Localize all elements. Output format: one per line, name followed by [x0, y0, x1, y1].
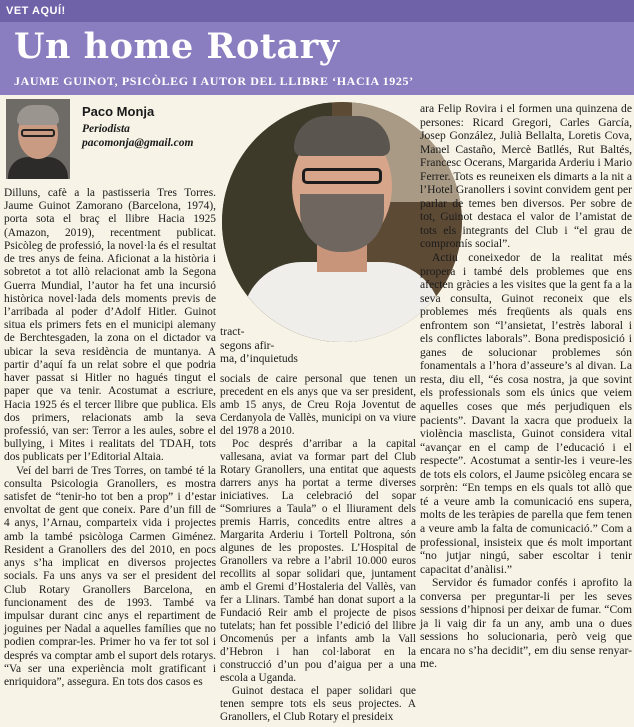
paragraph: Actiu coneixedor de la realitat més propera i també dels problemes que ens afecten gràcies a les visites que la gent fa a la seva consulta, Guinot reconeix que els problemes més freqüents als quals ens enfrontem son “l’ansietat, l’estrès laboral i els conflictes laborals”. Bona predisposició i ganes de solucionar problemes són fonamentals a l’hora d’asseure’s al divan. La resta, diu ell, “és cosa nostra, ja que sovint els professionals som els únics que veiem aquelles coses que més perjudiquen els pacients”. Davant la xacra que produeix la violència masclista, Guinot considera vital “avançar en el camp de l’educació i el respecte”. Acostumat a sentir-les i veure-les de tots els colors, el Jaume psicòleg encara se sorprèn: “En temps en els quals tot allò que té a veure amb la comunicació ens supera, molts de les teràpies de parella que fem tenen a veure amb la falta de comunicació.” Com a professional, insisteix que és molt important “no jutjar ningú, saber escoltar i tenir capacitat d’anàlisi.” — [420, 251, 632, 576]
author-box — [4, 99, 224, 181]
article-subtitle: JAUME GUINOT, PSICÒLEG I AUTOR DEL LLIBRE ‘HACIA 1925’ — [14, 74, 414, 88]
author-role: Periodista — [82, 123, 130, 135]
paragraph: Poc després d’arribar a la capital vallesana, aviat va formar part del Club Rotary Granollers, una entitat que aquests darrers anys ha portat a terme diverses iniciatives. La celebració del sopar “Somriures a Taula” o el lliurament dels premis Harris, concedits entre altres a Margarita Arderiu i Tortell Poltrona, són algunes de les propostes. L’Hospital de Granollers va rebre a l’abril 10.000 euros recollits al sopar solidari que, juntament amb el Gremi d’Hostaleria del Vallès, van fer a Llinars. També han donat suport a la Fundació Reir amb el projecte de pisos tutelats; han fet possible l’edició del llibre Oncomenús per a infants amb la Vall d’Hebron i han col·laborat en la construcció d’un pou d’aigua per a una escola a Uganda. — [220, 437, 416, 684]
paragraph: socials de caire personal que tenen un precedent en els anys que va ser president, amb 15 anys, de Creu Roja Joventut de Cerdanyola de Vallès, municipi on va viure del 1978 a 2010. — [220, 373, 416, 437]
author-email[interactable]: pacomonja@gmail.com — [82, 137, 194, 149]
paragraph: Veí del barri de Tres Torres, on també té la consulta Psicologia Granollers, es mostra satisfet de “tenir-ho tot ben a prop” i d’estar envoltat de gent que coneix. Pare d’un fill de 4 anys, l’Arnau, comparteix vida i projectes amb la també psicòloga Carmen Giménez. Resident a Granollers des del 2010, en pocs anys s’ha implicat en diversos projectes socials. Fa uns anys va ser el president del Club Rotary Granollers Barcelona, en funcionament des de 1993. També va impulsar durant cinc anys el repartiment de joguines per Nadal a aquelles famílies que no podien comprar-les. Primer ho va fer tot sol i després va comptar amb el suport dels rotarys. “Va ser una experiència molt gratificant i enriquidora”, assegura. En tots dos casos es — [4, 464, 216, 689]
header-banner — [0, 0, 634, 95]
paragraph: Dilluns, cafè a la pastisseria Tres Torres. Jaume Guinot Zamorano (Barcelona, 1974), porta sota el braç el llibre Hacia 1925 (Amazon, 2019), recentment publicat. Psicòleg de professió, la novel·la és el resultat de tres anys de feina. Aficionat a la història i sobretot a tot allò relacionat amb la Segona Guerra Mundial, l’autor ha fet una incursió històrica novel·lada dels moments previs de l’arribada al poder d’Adolf Hitler. Guinot situa els primers fets en el municipi alemany de Berchtesgaden, la zona on el dictador va ubicar la seva residència de muntanya. A partir d’aquí fa un relat sobre el que podria haver passat si Hitler no hagués tingut el paper que va tenir. Acostumat a escriure, Hacia 1925 és el tercer llibre que publica. Els dos primers, relacionats amb la seva professió, van ser: Terror a les aules, sobre el bullying, i Mites i realitats del TDAH, tots dos publicats per l’Editorial Altaia. — [4, 187, 216, 464]
text-fragment: ma, d’inquietuds — [220, 352, 298, 366]
paragraph: Guinot destaca el paper solidari que tenen sempre tots els seus projectes. A Granollers, el Club Rotary el presideix — [220, 684, 416, 723]
kicker-strip — [0, 0, 634, 22]
article-title: Un home Rotary — [14, 26, 340, 67]
author-name: Paco Monja — [82, 104, 155, 119]
wrap-fragments — [220, 325, 310, 366]
column-1 — [4, 187, 216, 689]
paragraph: ara Felip Rovira i el formen una quinzena de persones: Ricard Gregori, Carles García, Josep González, Julià Bellalta, Loretis Cova, Manel Castaño, Mercè Batllés, Rut Baltés, Francesc Ocerans, Margarida Arderiu i Mario Ferrer. Tots es reuneixen els dimarts a la nit a l’Hotel Granollers i sovint convidem gent per parlar de temes ben diversos. Per sobre de tot, Guinot destaca el valor de l’amistat de tots els integrants del Club i “el grau de compromís social”. — [420, 102, 632, 251]
section-kicker: VET AQUÍ! — [6, 5, 66, 17]
author-avatar — [6, 99, 70, 179]
paragraph: Servidor és fumador confés i aprofito la conversa per preguntar-li per les seves sessions d’hipnosi per deixar de fumar. “Com ja li vaig dir fa un any, amb una o dues sessions ho solucionaria, però veig que encara no s’ha decidit”, em diu sense renyar-me. — [420, 576, 632, 671]
text-fragment: segons afir- — [220, 338, 275, 352]
column-2 — [220, 373, 416, 724]
column-3 — [420, 102, 632, 671]
text-fragment: tract- — [220, 325, 245, 338]
